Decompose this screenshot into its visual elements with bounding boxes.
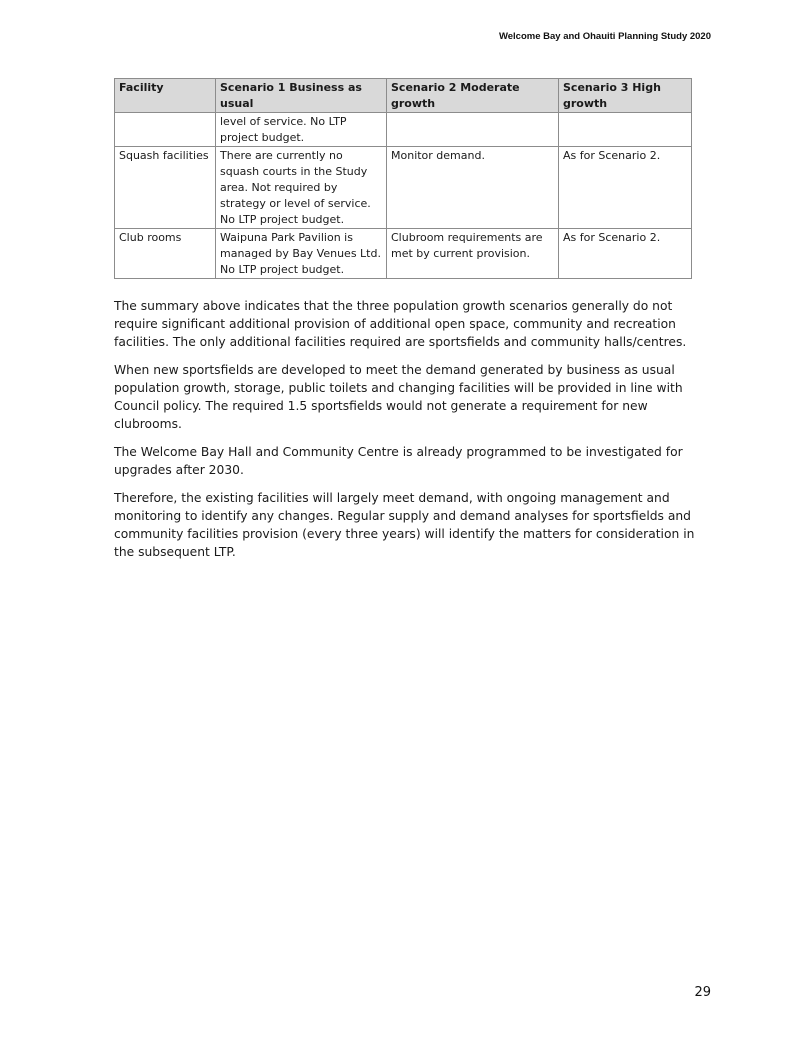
table-header-row [115, 79, 692, 113]
column-header-scenario-3: Scenario 3 High growth [559, 79, 692, 113]
cell-scenario-3: As for Scenario 2. [559, 147, 692, 229]
table-row [115, 229, 692, 279]
cell-scenario-2: Clubroom requirements are met by current provision. [387, 229, 559, 279]
page-number: 29 [694, 985, 711, 1000]
facility-scenario-table [114, 78, 692, 279]
running-header: Welcome Bay and Ohauiti Planning Study 2020 [498, 31, 711, 42]
paragraph: The summary above indicates that the three population growth scenarios generally do not require significant additional provision of additional open space, community and recreation facilities. The only additional facilities required are sportsfields and community halls/centres. [114, 299, 687, 349]
cell-facility: Squash facilities [115, 147, 216, 229]
cell-scenario-2 [387, 113, 559, 147]
paragraph: Therefore, the existing facilities will largely meet demand, with ongoing management and monitoring to identify any changes. Regular supply and demand analyses for sportsfields and community facilities provision (every three years) will identify the matters for consideration in the subsequent LTP. [114, 491, 695, 559]
body-text [114, 297, 716, 571]
cell-scenario-3 [559, 113, 692, 147]
column-header-facility: Facility [115, 79, 216, 113]
cell-facility: Club rooms [115, 229, 216, 279]
cell-scenario-3: As for Scenario 2. [559, 229, 692, 279]
cell-scenario-1: level of service. No LTP project budget. [216, 113, 387, 147]
cell-scenario-1: Waipuna Park Pavilion is managed by Bay Venues Ltd. No LTP project budget. [216, 229, 387, 279]
paragraph: When new sportsfields are developed to meet the demand generated by business as usual population growth, storage, public toilets and changing facilities will be provided in line with Council policy. The required 1.5 sportsfields would not generate a requirement for new clubrooms. [114, 363, 683, 431]
paragraph: The Welcome Bay Hall and Community Centre is already programmed to be investigated for upgrades after 2030. [114, 445, 683, 477]
column-header-scenario-2: Scenario 2 Moderate growth [387, 79, 559, 113]
cell-scenario-2: Monitor demand. [387, 147, 559, 229]
column-header-scenario-1: Scenario 1 Business as usual [216, 79, 387, 113]
table-row [115, 113, 692, 147]
cell-facility [115, 113, 216, 147]
cell-scenario-1: There are currently no squash courts in the Study area. Not required by strategy or level of service. No LTP project budget. [216, 147, 387, 229]
table-row [115, 147, 692, 229]
